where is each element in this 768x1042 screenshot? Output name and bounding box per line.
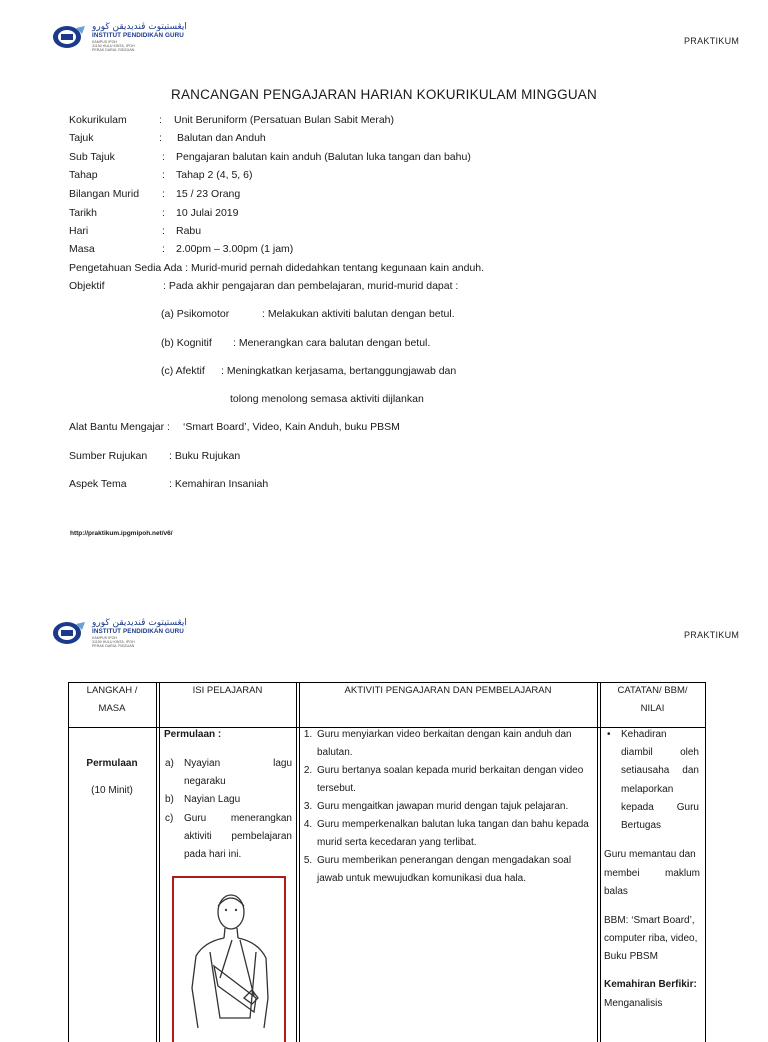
header-catatan: CATATAN/ BBM/ [617,685,688,696]
sumber-rujukan-label: Sumber Rujukan [69,450,148,462]
bullet-icon: • [607,729,611,740]
kemahiran-berfikir-value: Menganalisis [604,998,663,1009]
aktiviti-item: 1. Guru menyiarkan video berkaitan dengan kain anduh dan balutan. [315,726,593,762]
kemahiran-berfikir-title: Kemahiran Berfikir: [604,979,697,990]
isi-a-key: a) [165,758,174,769]
isi-c-line1: Guru menerangkan [184,813,292,824]
praktikum-label: PRAKTIKUM [684,630,740,640]
catatan-kehadiran: Kehadiran [621,729,667,740]
logo-campus: KAMPUS IPOH [92,40,117,44]
emblem-icon [52,24,86,50]
objektif-b-key: (b) Kognitif [161,337,212,349]
field-colon: : [159,132,162,144]
catatan-kehadiran-6: Bertugas [621,820,662,831]
isi-b-line1: Nayian Lagu [184,794,241,805]
catatan-pantau-1: Guru memantau dan [604,849,696,860]
objektif-c-key: (c) Afektif [161,365,205,377]
objektif-label: Objektif [69,280,105,292]
emblem-icon [52,620,86,646]
field-label: Masa [69,243,95,255]
aspek-tema-label: Aspek Tema [69,478,127,490]
alat-bantu-value: ‘Smart Board’, Video, Kain Anduh, buku PBSM [183,421,400,433]
field-value: Rabu [176,225,202,237]
objektif-a-text: : Melakukan aktiviti balutan dengan betul. [262,308,455,320]
logo-address-1: 31150 HULU KINTA, IPOH [92,44,135,48]
isi-b-key: b) [165,794,174,805]
objektif-b-text: : Menerangkan cara balutan dengan betul. [233,337,431,349]
document-title: RANCANGAN PENGAJARAN HARIAN KOKURIKULAM MINGGUAN [171,87,597,102]
objektif-text: : Pada akhir pengajaran dan pembelajaran, murid-murid dapat : [163,280,459,292]
arm-sling-illustration [172,876,286,1042]
header-langkah: LANGKAH / [86,685,138,696]
field-value: 2.00pm – 3.00pm (1 jam) [176,243,294,255]
catatan-bbm-2: computer riba, video, [604,933,698,944]
field-label: Sub Tajuk [69,151,115,163]
field-colon: : [162,207,165,219]
aspek-tema-value: : Kemahiran Insaniah [169,478,269,490]
aktiviti-list [303,726,593,888]
aktiviti-item: 2. Guru bertanya soalan kepada murid berkaitan dengan video tersebut. [315,762,593,798]
arm-sling-figure-icon [174,878,284,1042]
field-label: Tahap [69,169,98,181]
field-value: Pengajaran balutan kain anduh (Balutan luka tangan dan bahu) [176,151,471,163]
field-value: 10 Julai 2019 [176,207,239,219]
logo-institute-name: INSTITUT PENDIDIKAN GURU [92,32,184,39]
field-colon: : [162,243,165,255]
institute-logo [52,22,187,54]
objektif-c-continued: tolong menolong semasa aktiviti dijlankan [230,393,424,405]
field-value: Tahap 2 (4, 5, 6) [176,169,253,181]
field-colon: : [162,169,165,181]
catatan-pantau-2: membei maklum [604,868,700,879]
pengetahuan-sedia-ada: Pengetahuan Sedia Ada : Murid-murid pernah didedahkan tentang kegunaan kain anduh. [69,262,485,274]
logo-address-2: PERAK DARUL RIDZUAN [92,48,135,52]
catatan-kehadiran-5: kepada Guru [621,802,699,813]
field-colon: : [162,151,165,163]
logo-jawi-text: ايڠستيتوت ڤنديديقن ڬورو [92,618,187,628]
alat-bantu-label: Alat Bantu Mengajar : [69,421,170,433]
field-value: 15 / 23 Orang [176,188,241,200]
logo-institute-name: INSTITUT PENDIDIKAN GURU [92,628,184,635]
logo-campus: KAMPUS IPOH [92,636,117,640]
lesson-table [68,682,706,1042]
field-label: Kokurikulam [69,114,127,126]
step-label: Permulaan [86,758,138,769]
objektif-a-key: (a) Psikomotor [161,308,230,320]
field-label: Bilangan Murid [69,188,140,200]
field-colon: : [159,114,162,126]
field-value: Balutan dan Anduh [177,132,266,144]
isi-c-key: c) [165,813,174,824]
header-masa: MASA [98,703,126,714]
isi-c-line2: aktiviti pembelajaran [184,831,292,842]
logo-address-1: 31150 HULU KINTA, IPOH [92,640,135,644]
logo-jawi-text: ايڠستيتوت ڤنديديقن ڬورو [92,22,187,32]
aktiviti-item: 4. Guru memperkenalkan balutan luka tangan dan bahu kepada murid serta kecedaran yang terlibat. [315,816,593,852]
field-value: Unit Beruniform (Persatuan Bulan Sabit Merah) [174,114,395,126]
objektif-c-text: : Meningkatkan kerjasama, bertanggungjawab dan [221,365,457,377]
isi-title: Permulaan : [164,729,222,740]
catatan-pantau-3: balas [604,886,628,897]
sumber-rujukan-value: : Buku Rujukan [169,450,241,462]
aktiviti-item: 3. Guru mengaitkan jawapan murid dengan tajuk pelajaran. [315,798,593,816]
field-colon: : [162,225,165,237]
catatan-kehadiran-2: diambil oleh [621,747,699,758]
institute-logo [52,618,187,650]
header-nilai: NILAI [640,703,665,714]
field-label: Tajuk [69,132,94,144]
isi-a-line2: negaraku [184,776,226,787]
header-isi-pelajaran: ISI PELAJARAN [192,685,263,696]
field-label: Hari [69,225,89,237]
praktikum-url-link[interactable]: http://praktikum.ipgmipoh.net/v6/ [70,530,173,537]
aktiviti-item: 5. Guru memberikan penerangan dengan mengadakan soal jawab untuk mewujudkan komunikasi dua hala. [315,852,593,888]
header-aktiviti: AKTIVITI PENGAJARAN DAN PEMBELAJARAN [344,685,552,696]
catatan-bbm-3: Buku PBSM [604,951,658,962]
praktikum-label: PRAKTIKUM [684,36,740,46]
field-label: Tarikh [69,207,98,219]
catatan-bbm-1: BBM: ‘Smart Board’, [604,915,695,926]
isi-a-line1: Nyayian lagu [184,758,292,769]
field-colon: : [162,188,165,200]
logo-address-2: PERAK DARUL RIDZUAN [92,644,135,648]
catatan-kehadiran-4: melaporkan [621,784,674,795]
isi-c-line3: pada hari ini. [184,849,242,860]
step-time: (10 Minit) [91,785,133,796]
catatan-kehadiran-3: setiausaha dan [621,765,699,776]
